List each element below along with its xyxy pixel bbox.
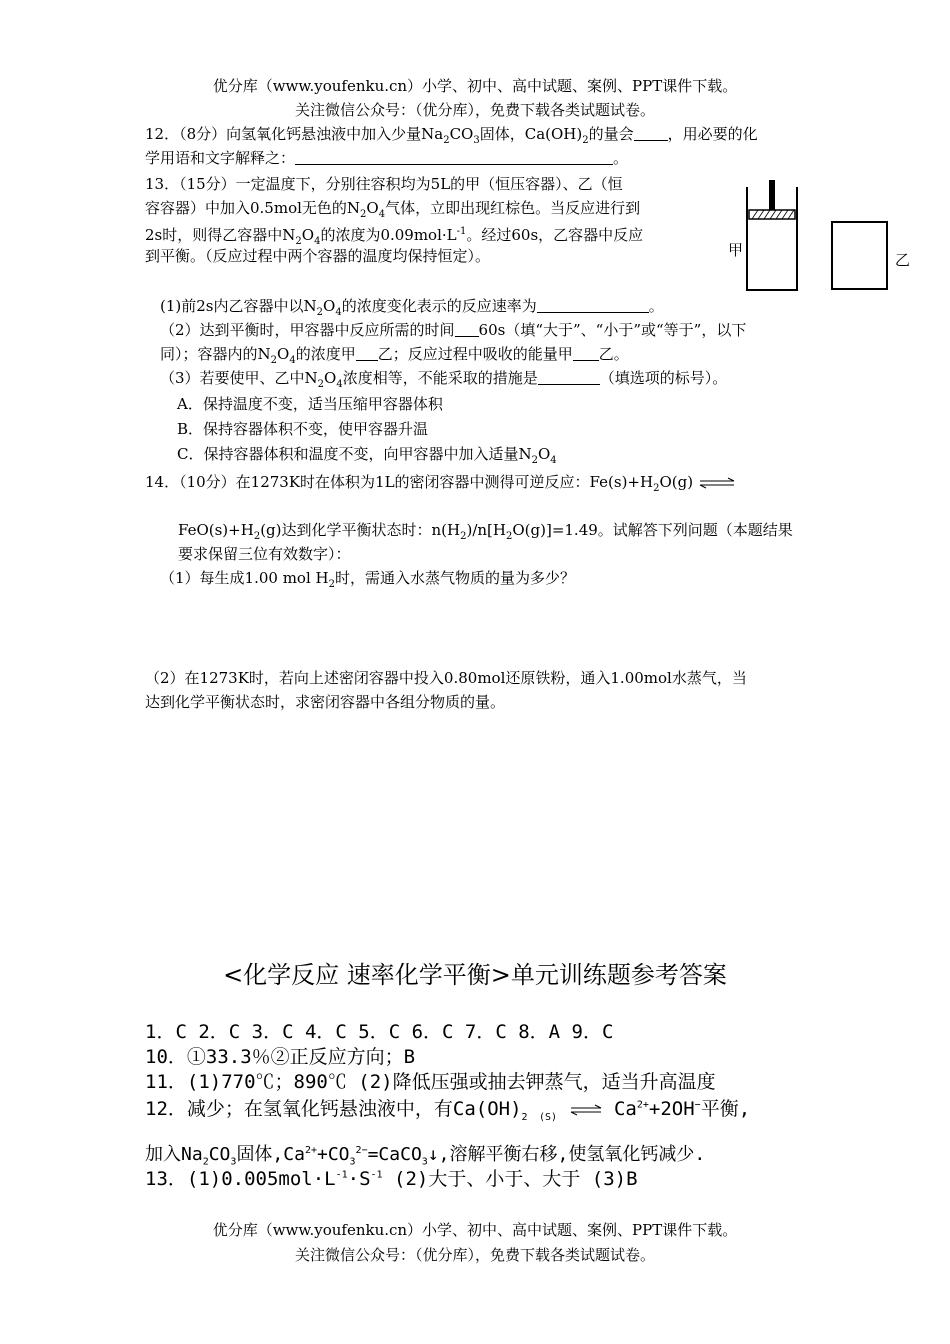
ans-text: ↓,溶解平衡右移,使氢氧化钙减少. — [427, 1144, 706, 1165]
q14-part-2-line-2: 达到化学平衡状态时，求密闭容器中各组分物质的量。 — [145, 693, 506, 711]
question-12-line-2 — [145, 148, 628, 168]
answer-blank[interactable] — [356, 344, 378, 361]
q13-text: (1)前2s内乙容器中以N — [160, 297, 317, 315]
q13-text: 乙。 — [598, 345, 629, 363]
subscript: 2 — [460, 531, 467, 542]
q14-text: )/n[H — [466, 521, 506, 539]
equilibrium-arrow-icon — [698, 477, 736, 489]
q13-text: 容容器）中加入0.5mol无色的N — [145, 199, 361, 217]
ans-text: 12．减少；在氢氧化钙悬浊液中，有Ca(OH) — [145, 1098, 522, 1120]
q14-part-1 — [160, 568, 575, 595]
superscript: 2+ — [304, 1145, 317, 1156]
q13-part-1 — [160, 296, 664, 323]
q13-text: 2s时，则得乙容器中N — [145, 226, 296, 244]
subscript: 2 — [531, 455, 538, 466]
answers-title: <化学反应 速率化学平衡>单元训练题参考答案 — [223, 961, 727, 989]
subscript: 4 — [314, 236, 321, 247]
header-line-2: 关注微信公众号：（优分库），免费下载各类试题试卷。 — [294, 101, 655, 119]
piston — [749, 210, 795, 219]
subscript: 3 — [349, 1156, 356, 1168]
q14-text: （1）每生成1.00 mol H — [160, 569, 329, 587]
q14-text: (g)达到化学平衡状态时：n(H — [260, 521, 461, 539]
q13-text: 的浓度变化表示的反应速率为 — [341, 297, 537, 315]
q13-text: 的浓度为0.09mol·L — [320, 226, 457, 244]
q13-text: 气体，立即出现红棕色。当反应进行到 — [385, 199, 641, 217]
answer-blank[interactable] — [634, 124, 668, 141]
subscript: 2 — [270, 355, 278, 366]
superscript: 2+ — [636, 1099, 649, 1111]
q14-text: O(g)]=1.49。试解答下列问题（本题结果 — [512, 521, 793, 539]
q13-text: O — [537, 445, 551, 463]
q13-text: （3）若要使甲、乙中N — [160, 369, 318, 387]
q12-text-c: 固体，Ca(OH) — [479, 125, 583, 143]
superscript: -1 — [456, 226, 467, 237]
ans-text: Ca — [613, 1098, 637, 1120]
q13-text: 同）；容器内的N — [160, 345, 271, 363]
q13-text: 。 — [648, 297, 664, 315]
ans-text: ·S — [347, 1168, 371, 1190]
question-13-line-4: 到平衡。（反应过程中两个容器的温度均保持恒定）。 — [145, 247, 491, 265]
answer-line-10: 10．①33.3％②正反应方向；B — [145, 1046, 416, 1068]
q13-text: （2）达到平衡时，甲容器中反应所需的时间 — [160, 321, 455, 339]
q13-option-c — [177, 444, 557, 471]
question-13-line-2 — [145, 198, 640, 225]
label-jia: 甲 — [728, 241, 744, 259]
subscript: 3 — [421, 1156, 428, 1168]
ans-text: 固体,Ca — [236, 1144, 305, 1165]
subscript: 3 — [230, 1156, 237, 1168]
answer-blank[interactable] — [537, 296, 649, 313]
q12-text-b: CO — [449, 125, 474, 143]
answer-blank[interactable] — [538, 368, 600, 385]
q12-text-a: 12．（8分）向氢氧化钙悬浊液中加入少量Na — [145, 125, 444, 143]
question-12 — [145, 124, 758, 151]
superscript: -1 — [370, 1169, 383, 1181]
q13-part-2-line-2 — [160, 344, 629, 371]
footer-line-1: 优分库（www.youfenku.cn）小学、初中、高中试题、案例、PPT课件下载。 — [212, 1221, 738, 1239]
q14-text: 时，需通入水蒸气物质的量为多少？ — [335, 569, 576, 587]
superscript: -1 — [335, 1169, 348, 1181]
container-diagram — [725, 175, 925, 295]
q13-text: O — [277, 345, 290, 363]
answer-line-11: 11．(1)770℃；890℃ (2)降低压强或抽去钾蒸气，适当升高温度 — [145, 1071, 716, 1093]
q12-text-d: 的量会 — [588, 125, 634, 143]
q12-end: 。 — [613, 149, 629, 167]
q14-part-2: （2）在1273K时，若向上述密闭容器中投入0.80mol还原铁粉，通入1.00mol水蒸气，当 — [145, 669, 747, 687]
ans-text: CO — [208, 1144, 231, 1165]
subscript: 2 — [653, 483, 660, 494]
q13-text: 浓度相等，不能采取的措施是 — [342, 369, 538, 387]
ans-text: (2)大于、小于、大于 (3)B — [382, 1168, 638, 1190]
q13-text: O — [323, 297, 336, 315]
subscript: (S) — [539, 1111, 558, 1123]
footer-line-2: 关注微信公众号：（优分库），免费下载各类试题试卷。 — [294, 1246, 655, 1264]
q13-text: O — [324, 369, 337, 387]
answer-blank[interactable] — [295, 148, 613, 165]
question-13-line-1: 13．（15分）一定温度下，分别往容积均为5L的甲（恒压容器）、乙（恒 — [145, 175, 623, 193]
q13-text: （填选项的标号）。 — [599, 369, 728, 387]
q13-text: 。经过60s，乙容器中反应 — [466, 226, 644, 244]
subscript: 2 — [360, 209, 367, 220]
question-14-line-2 — [178, 520, 793, 547]
subscript: 4 — [378, 209, 386, 220]
superscript: − — [694, 1099, 701, 1111]
subscript: 3 — [473, 135, 480, 146]
subscript: 2 — [295, 236, 302, 247]
q13-option-b: B．保持容器体积不变，使甲容器升温 — [177, 420, 429, 438]
answer-blank[interactable] — [455, 320, 479, 337]
question-14-line-1 — [145, 472, 736, 499]
subscript: 2 — [521, 1111, 528, 1123]
subscript: 2 — [328, 579, 335, 590]
ans-text: 13．(1)0.005mol·L — [145, 1168, 336, 1190]
equilibrium-arrow-icon — [569, 1104, 603, 1116]
answer-line-13 — [145, 1164, 638, 1191]
q13-text: 乙；反应过程中吸收的能量甲 — [377, 345, 573, 363]
question-14-line-3: 要求保留三位有效数字）： — [178, 545, 351, 563]
answer-line-1: 1．C 2．C 3．C 4．C 5．C 6．C 7．C 8．A 9．C — [145, 1021, 614, 1043]
header-line-1: 优分库（www.youfenku.cn）小学、初中、高中试题、案例、PPT课件下载。 — [212, 77, 738, 95]
q13-text: C．保持容器体积和温度不变，向甲容器中加入适量N — [177, 445, 532, 463]
ans-text: 平衡, — [700, 1098, 751, 1120]
subscript: 2 — [443, 135, 450, 146]
q12-text-e: ，用必要的化 — [667, 125, 758, 143]
answer-line-12 — [145, 1094, 750, 1123]
container-yi — [832, 222, 887, 289]
q13-text: O — [301, 226, 315, 244]
subscript: 4 — [550, 455, 557, 466]
answer-blank[interactable] — [573, 344, 599, 361]
q13-option-a: A．保持温度不变，适当压缩甲容器体积 — [177, 395, 443, 413]
q13-text: O — [366, 199, 379, 217]
label-yi: 乙 — [895, 251, 911, 269]
subscript: 2 — [582, 135, 589, 146]
q13-part-3 — [160, 368, 727, 395]
piston-rod — [769, 180, 775, 210]
subscript: 4 — [335, 307, 342, 318]
q13-text: 的浓度甲 — [295, 345, 356, 363]
subscript: 2 — [317, 379, 325, 390]
subscript: 4 — [336, 379, 343, 390]
q14-text: FeO(s)+H — [178, 521, 254, 539]
subscript: 2 — [253, 531, 261, 542]
q13-part-2 — [160, 320, 746, 340]
q12-line2-text: 学用语和文字解释之： — [145, 149, 296, 167]
superscript: 2− — [355, 1145, 368, 1156]
subscript: 2 — [316, 307, 323, 318]
subscript: 4 — [289, 355, 296, 366]
ans-text: +2OH — [648, 1098, 695, 1120]
subscript: 2 — [505, 531, 513, 542]
ans-text: =CaCO — [367, 1144, 422, 1165]
q14-text: 14．（10分）在1273K时在体积为1L的密闭容器中测得可逆反应：Fe(s)+H — [145, 473, 654, 491]
q13-text: 60s（填“大于”、“小于”或“等于”，以下 — [478, 321, 747, 339]
ans-text: 加入Na — [145, 1144, 203, 1165]
subscript: 2 — [202, 1156, 209, 1168]
ans-text: +CO — [317, 1144, 350, 1165]
q14-text: O(g) — [659, 473, 694, 491]
